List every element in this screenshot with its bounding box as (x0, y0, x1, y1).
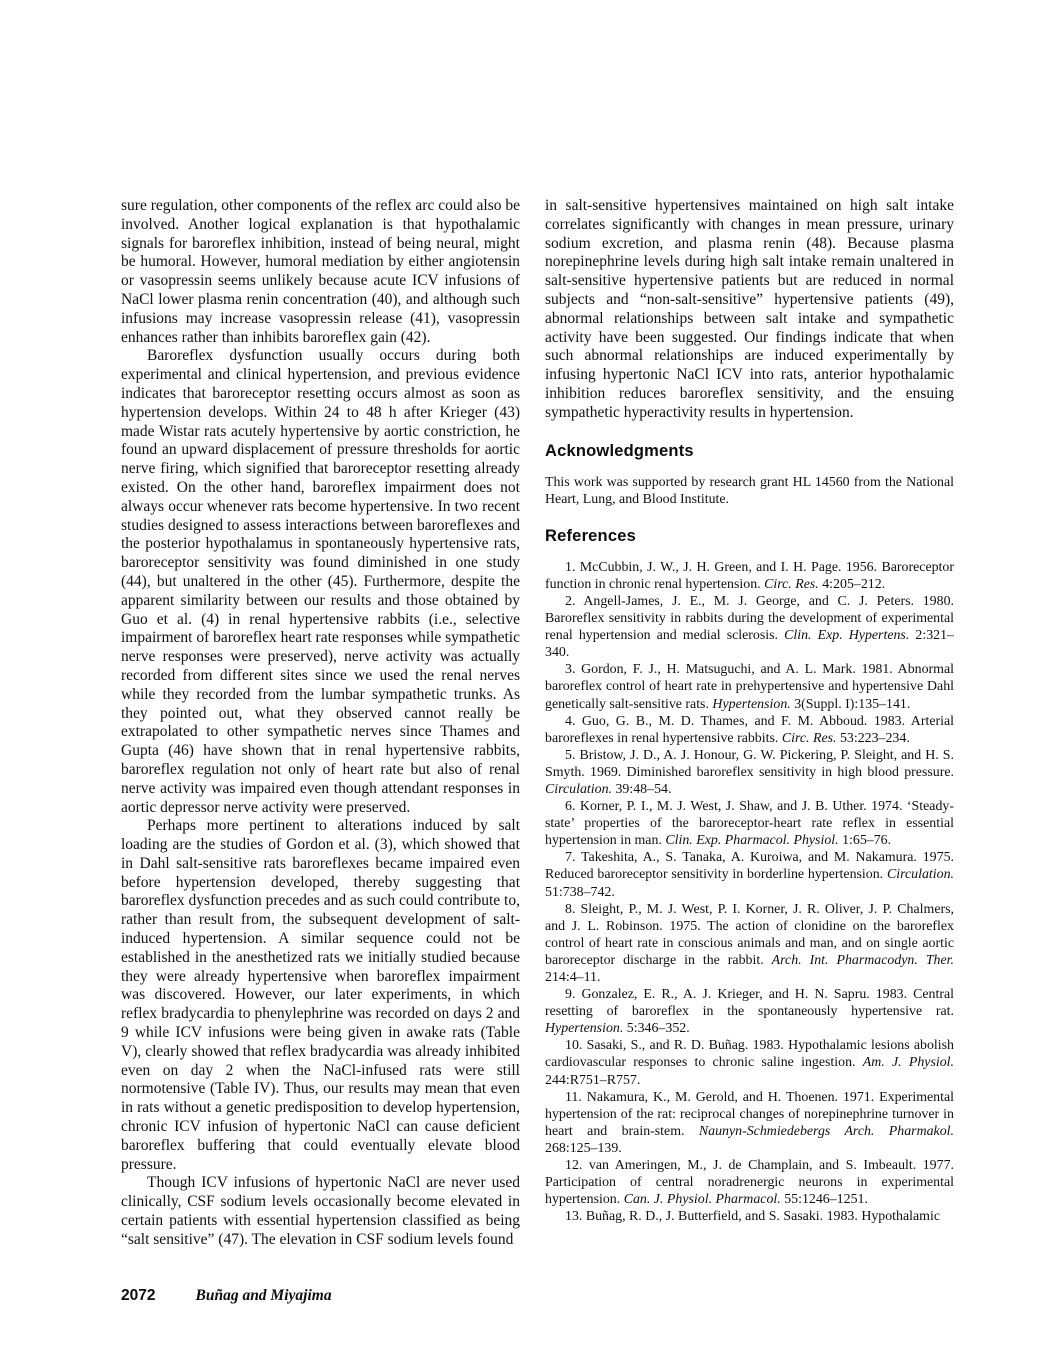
reference-item (545, 849, 954, 900)
reference-text: 6. Korner, P. I., M. J. West, J. Shaw, and J. B. Uther. 1974. ‘Steady-state’ properties of the baroreceptor-heart rate reflex in essential hypertension in man. (545, 799, 954, 849)
page-number: 2072 (121, 1287, 156, 1304)
reference-text: 13. Buñag, R. D., J. Butterfield, and S. Sasaki. 1983. Hypothalamic (565, 1209, 941, 1225)
reference-item (545, 1089, 954, 1157)
reference-text: 7. Takeshita, A., S. Tanaka, A. Kuroiwa, and M. Nakamura. 1975. Reduced baroreceptor sensitivity in borderline hypertension. (545, 850, 954, 883)
reference-item (545, 713, 954, 747)
reference-item (545, 1157, 954, 1208)
discussion-continued (545, 197, 954, 423)
reference-text: 5:346–352. (623, 1021, 690, 1037)
journal-name: Hypertension. (712, 696, 791, 712)
paragraph: Though ICV infusions of hypertonic NaCl are never used clinically, CSF sodium levels occasionally become elevated in certain patients with essential hypertension classified as being “salt sensitive” (47). The elevation in CSF sodium levels found (121, 1174, 520, 1248)
running-title: Buñag and Miyajima (195, 1287, 332, 1304)
reference-text: 244:R751–R757. (545, 1072, 641, 1088)
journal-name: Am. J. Physiol. (862, 1055, 954, 1071)
paragraph: sure regulation, other components of the reflex arc could also be involved. Another logical explanation is that hypothalamic signals for baroreflex inhibition, instead of being neural, might be humoral. However, humoral mediation by either angiotensin or vasopressin seems unlikely because acute ICV infusions of NaCl lower plasma renin concentration (40), and although such infusions may increase vasopressin release (41), vasopressin enhances rather than inhibits baroreflex gain (42). (121, 197, 520, 346)
page-footer (121, 1287, 332, 1305)
reference-text: 51:738–742. (545, 884, 615, 900)
reference-text: 39:48–54. (612, 781, 672, 797)
reference-text: 53:223–234. (836, 730, 910, 746)
journal-name: Circulation. (545, 781, 613, 797)
reference-text: 1. McCubbin, J. W., J. H. Green, and I. H. Page. 1956. Baroreceptor function in chronic renal hypertension. (545, 559, 954, 592)
reference-text: 1:65–76. (838, 833, 892, 849)
reference-text: 4:205–212. (818, 576, 886, 592)
reference-item (545, 661, 954, 712)
reference-text: 2:321–340. (545, 628, 954, 661)
reference-item (545, 1037, 954, 1088)
reference-item (545, 901, 954, 986)
references-heading: References (545, 526, 636, 545)
reference-text: 11. Nakamura, K., M. Gerold, and H. Thoenen. 1971. Experimental hypertension of the rat: reciprocal changes of norepinephrine turnover in heart and brain-stem. (545, 1089, 954, 1139)
reference-item (545, 798, 954, 849)
reference-text: 9. Gonzalez, E. R., A. J. Krieger, and H. N. Sapru. 1983. Central resetting of baroreflex in the spontaneously hypertensive rat. (545, 987, 954, 1020)
journal-name: Clin. Exp. Pharmacol. Physiol. (665, 833, 839, 849)
journal-name: Circ. Res. (764, 576, 819, 592)
paragraph: Baroreflex dysfunction usually occurs during both experimental and clinical hypertension, and previous evidence indicates that baroreceptor resetting occurs almost as soon as hypertension develops. Within 24 to 48 h after Krieger (43) made Wistar rats acutely hypertensive by aortic constriction, he found an upward displacement of pressure thresholds for aortic nerve firing, which signified that baroreceptor resetting already existed. On the other hand, baroreflex impairment does not always occur whenever rats become hypertensive. In two recent studies designed to assess interactions between baroreflexes and the posterior hypothalamus in spontaneously hypertensive rats, baroreceptor sensitivity was found diminished in one study (44), but unaltered in the other (45). Furthermore, despite the apparent similarity between our results and those obtained by Guo et al. (4) in renal hypertensive rabbits (i.e., selective impairment of baroreflex heart rate responses while sympathetic nerve responses were preserved), nerve activity was actually recorded from different sites since we used the renal nerves while they recorded from the lumbar sympathetic trunks. As they pointed out, what they observed cannot really be extrapolated to other sympathetic nerves since Thames and Gupta (46) have shown that in renal hypertensive rabbits, baroreflex regulation not only of heart rate but also of renal nerve activity was impaired even though attendant responses in aortic depressor nerve activity were preserved. (121, 347, 520, 816)
acknowledgments-heading: Acknowledgments (545, 441, 694, 460)
reference-text: 12. van Ameringen, M., J. de Champlain, and S. Imbeault. 1977. Participation of central noradrenergic neurons in experimental hypertension. (545, 1158, 954, 1208)
reference-text: 8. Sleight, P., M. J. West, P. I. Korner, J. R. Oliver, J. P. Chalmers, and J. L. Robinson. 1975. The action of clonidine on the baroreflex control of heart rate in conscious animals and man, and on single aortic baroreceptor discharge in the rabbit. (545, 901, 954, 968)
reference-text: 214:4–11. (545, 970, 601, 985)
journal-name: Hypertension. (545, 1021, 624, 1037)
reference-text: 268:125–139. (545, 1140, 622, 1156)
references-list (545, 559, 954, 1226)
paragraph: Perhaps more pertinent to alterations induced by salt loading are the studies of Gordon et al. (3), which showed that in Dahl salt-sensitive rats baroreflexes became impaired even before hypertension developed, thereby suggesting that baroreflex dysfunction precedes and as such could contribute to, rather than result from, the subsequent development of salt-induced hypertension. A similar sequence could not be established in the anesthetized rats we initially studied because they were already hypertensive when baroreflex impairment was discovered. However, our later experiments, in which reflex bradycardia to phenylephrine was recorded on days 2 and 9 while ICV infusions were being given in awake rats (Table V), clearly showed that reflex bradycardia was already inhibited even on day 2 when the NaCl-infused rats were still normotensive (Table IV). Thus, our results may mean that even in rats without a genetic predisposition to develop hypertension, chronic ICV infusion of hypertonic NaCl can cause deficient baroreflex buffering that could eventually elevate blood pressure. (121, 817, 520, 1173)
reference-text: 3. Gordon, F. J., H. Matsuguchi, and A. L. Mark. 1981. Abnormal baroreflex control of heart rate in prehypertensive and hypertensive Dahl genetically salt-sensitive rats. (545, 662, 954, 712)
reference-text: 10. Sasaki, S., and R. D. Buñag. 1983. Hypothalamic lesions abolish cardiovascular responses to chronic saline ingestion. (545, 1038, 954, 1071)
journal-name: Circ. Res. (781, 730, 837, 746)
paragraph: in salt-sensitive hypertensives maintained on high salt intake correlates significantly with changes in mean pressure, urinary sodium excretion, and plasma renin (48). Because plasma norepinephrine levels during high salt intake remain unaltered in salt-sensitive hypertensive patients but are reduced in normal subjects and “non-salt-sensitive” hypertensive patients (49), abnormal relationships between salt intake and sympathetic activity have been suggested. Our findings indicate that when such abnormal relationships are induced experimentally by infusing hypertonic NaCl ICV into rats, anterior hypothalamic inhibition reduces baroreflex sensitivity, and the ensuing sympathetic hyperactivity results in hypertension. (545, 197, 954, 421)
reference-text: 3(Suppl. I):135–141. (790, 696, 911, 712)
reference-text: 2. Angell-James, J. E., M. J. George, and C. J. Peters. 1980. Baroreflex sensitivity in rabbits during the development of experimental renal hypertension and medial sclerosis. (545, 593, 954, 644)
journal-name: Clin. Exp. Hypertens. (784, 628, 910, 644)
reference-text: 5. Bristow, J. D., A. J. Honour, G. W. Pickering, P. Sleight, and H. S. Smyth. 1969. Diminished baroreflex sensitivity in high blood pressure. (545, 747, 954, 780)
reference-text: 4. Guo, G. B., M. D. Thames, and F. M. Abboud. 1983. Arterial baroreflexes in renal hypertensive rabbits. (545, 713, 954, 746)
journal-name: Arch. Int. Pharmacodyn. Ther. (771, 952, 954, 968)
reference-item (545, 747, 954, 798)
reference-text: 55:1246–1251. (780, 1192, 868, 1208)
left-column (121, 197, 520, 1250)
journal-name: Circulation. (886, 867, 954, 883)
reference-item (545, 986, 954, 1037)
journal-name: Can. J. Physiol. Pharmacol. (623, 1192, 781, 1208)
journal-name: Naunyn-Schmiedebergs Arch. Pharmakol. (698, 1123, 955, 1139)
reference-item (545, 593, 954, 661)
reference-item (545, 559, 954, 593)
right-column (545, 197, 954, 1225)
reference-item (545, 1208, 954, 1225)
acknowledgments-text: This work was supported by research grant HL 14560 from the National Heart, Lung, and Blood Institute. (545, 474, 954, 507)
